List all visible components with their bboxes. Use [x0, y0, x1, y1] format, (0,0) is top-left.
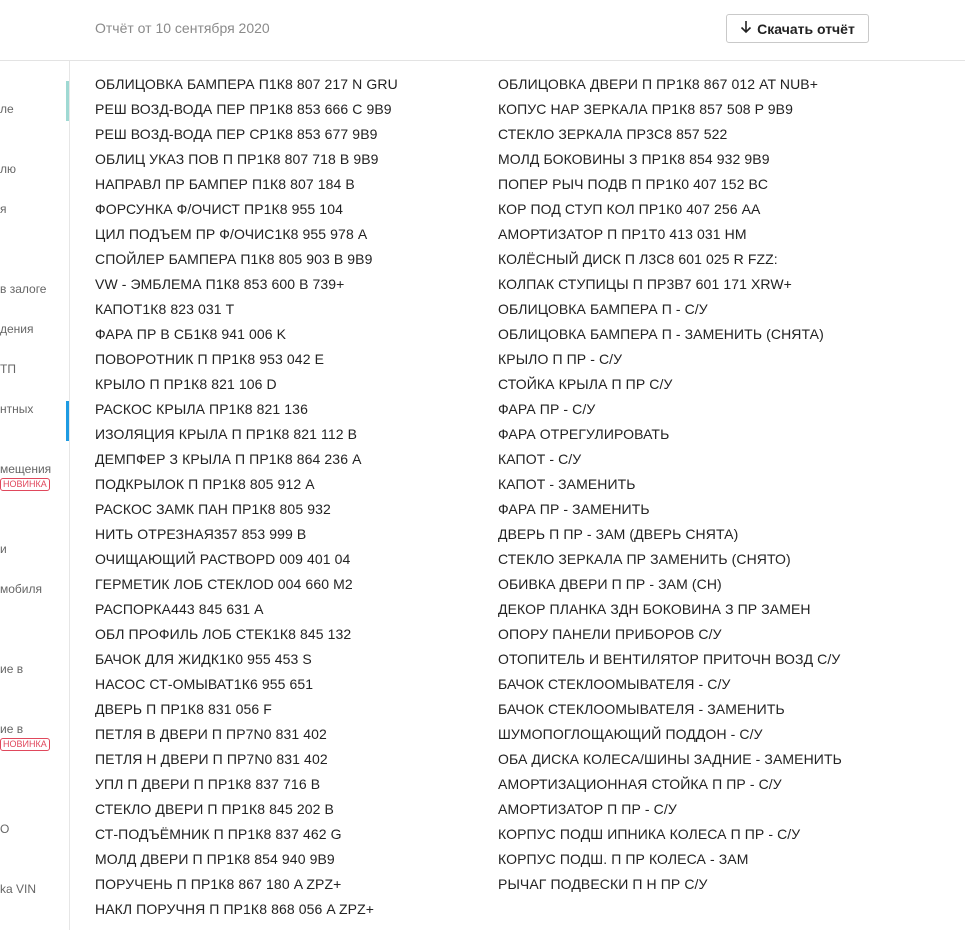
list-item: СТЕКЛО ЗЕРКАЛА ПР3C8 857 522	[498, 126, 728, 142]
list-item: КРЫЛО П ПР - С/У	[498, 351, 623, 367]
list-item: БАЧОК ДЛЯ ЖИДК1К0 955 453 S	[95, 651, 312, 667]
list-item: НАКЛ ПОРУЧНЯ П ПР1К8 868 056 A ZPZ+	[95, 901, 375, 917]
download-report-label: Скачать отчёт	[757, 20, 855, 37]
list-item: ОПОРУ ПАНЕЛИ ПРИБОРОВ С/У	[498, 626, 722, 642]
list-item: КАПОТ1К8 823 031 T	[95, 301, 235, 317]
list-item: ФОРСУНКА Ф/ОЧИСТ ПР1К8 955 104	[95, 201, 343, 217]
list-item: КОЛПАК СТУПИЦЫ П ПР3B7 601 171 XRW+	[498, 276, 792, 292]
list-item: ОБЛИЦ УКАЗ ПОВ П ПР1К8 807 718 B 9B9	[95, 151, 379, 167]
sidebar-item[interactable]: мещения НОВИНКА	[0, 462, 52, 489]
list-item: ОЧИЩАЮЩИЙ РАСТВОРD 009 401 04	[95, 551, 351, 567]
list-item: ШУМОПОГЛОЩАЮЩИЙ ПОДДОН - С/У	[498, 726, 763, 742]
sidebar-item[interactable]: О	[0, 822, 10, 836]
list-item: РАСКОС ЗАМК ПАН ПР1К8 805 932	[95, 501, 331, 517]
sidebar-item[interactable]: ие в	[0, 662, 24, 676]
list-item: ДВЕРЬ П ПР1К8 831 056 F	[95, 701, 272, 717]
list-item: ПОПЕР РЫЧ ПОДВ П ПР1К0 407 152 BC	[498, 176, 769, 192]
new-badge: НОВИНКА	[0, 738, 50, 751]
list-item: БАЧОК СТЕКЛООМЫВАТЕЛЯ - ЗАМЕНИТЬ	[498, 701, 785, 717]
list-item: СТЕКЛО ЗЕРКАЛА ПР ЗАМЕНИТЬ (СНЯТО)	[498, 551, 791, 567]
list-item: ИЗОЛЯЦИЯ КРЫЛА П ПР1К8 821 112 B	[95, 426, 358, 442]
sidebar-item[interactable]: нтных	[0, 402, 34, 416]
list-item: ДВЕРЬ П ПР - ЗАМ (ДВЕРЬ СНЯТА)	[498, 526, 739, 542]
list-item: РЕШ ВОЗД-ВОДА ПЕР ПР1К8 853 666 C 9B9	[95, 101, 392, 117]
list-item: ФАРА ОТРЕГУЛИРОВАТЬ	[498, 426, 670, 442]
list-item: ФАРА ПР - С/У	[498, 401, 596, 417]
sidebar-item[interactable]: я	[0, 202, 7, 216]
sidebar-item[interactable]: и	[0, 542, 7, 556]
list-item: КОРПУС ПОДШ. П ПР КОЛЕСА - ЗАМ	[498, 851, 749, 867]
list-item: КОР ПОД СТУП КОЛ ПР1К0 407 256 AA	[498, 201, 761, 217]
list-item: ОБИВКА ДВЕРИ П ПР - ЗАМ (СН)	[498, 576, 722, 592]
list-item: НАПРАВЛ ПР БАМПЕР П1К8 807 184 B	[95, 176, 355, 192]
list-item: ОБЛ ПРОФИЛЬ ЛОБ СТЕК1К8 845 132	[95, 626, 352, 642]
download-report-button[interactable]	[726, 14, 869, 43]
list-item: КРЫЛО П ПР1К8 821 106 D	[95, 376, 277, 392]
list-item: ФАРА ПР В СБ1К8 941 006 K	[95, 326, 287, 342]
list-item: СТ-ПОДЪЁМНИК П ПР1К8 837 462 G	[95, 826, 342, 842]
list-item: ПОДКРЫЛОК П ПР1К8 805 912 A	[95, 476, 315, 492]
list-item: СТОЙКА КРЫЛА П ПР С/У	[498, 376, 673, 392]
list-item: МОЛД БОКОВИНЫ З ПР1К8 854 932 9B9	[498, 151, 770, 167]
sidebar-item[interactable]: ТП	[0, 362, 16, 376]
list-item: ГЕРМЕТИК ЛОБ СТЕКЛОD 004 660 M2	[95, 576, 353, 592]
sidebar-nav	[0, 61, 70, 930]
list-item: ЦИЛ ПОДЪЕМ ПР Ф/ОЧИС1К8 955 978 A	[95, 226, 368, 242]
list-item: КАПОТ - ЗАМЕНИТЬ	[498, 476, 636, 492]
repair-list-right	[498, 72, 842, 897]
list-item: РЕШ ВОЗД-ВОДА ПЕР СР1К8 853 677 9B9	[95, 126, 378, 142]
list-item: ОБЛИЦОВКА БАМПЕРА П - С/У	[498, 301, 708, 317]
list-item: БАЧОК СТЕКЛООМЫВАТЕЛЯ - С/У	[498, 676, 731, 692]
list-item: АМОРТИЗАЦИОННАЯ СТОЙКА П ПР - С/У	[498, 776, 782, 792]
list-item: МОЛД ДВЕРИ П ПР1К8 854 940 9B9	[95, 851, 335, 867]
sidebar-item[interactable]: ле	[0, 102, 14, 116]
sidebar-item[interactable]: мобиля	[0, 582, 42, 596]
download-arrow-icon	[740, 20, 752, 37]
report-header	[0, 0, 965, 61]
list-item: СПОЙЛЕР БАМПЕРА П1К8 805 903 B 9B9	[95, 251, 373, 267]
sidebar-item[interactable]: в залоге	[0, 282, 47, 296]
sidebar-item[interactable]: ka VIN	[0, 882, 37, 896]
list-item: ОБЛИЦОВКА БАМПЕРА П - ЗАМЕНИТЬ (СНЯТА)	[498, 326, 824, 342]
list-item: УПЛ П ДВЕРИ П ПР1К8 837 716 B	[95, 776, 321, 792]
sidebar-item[interactable]: лю	[0, 162, 17, 176]
sidebar-item[interactable]: ие в НОВИНКА	[0, 722, 69, 751]
list-item: РЫЧАГ ПОДВЕСКИ П Н ПР С/У	[498, 876, 708, 892]
parts-list-left	[95, 72, 398, 922]
list-item: СТЕКЛО ДВЕРИ П ПР1К8 845 202 B	[95, 801, 334, 817]
list-item: АМОРТИЗАТОР П ПР1T0 413 031 HM	[498, 226, 747, 242]
list-item: КОРПУС ПОДШ ИПНИКА КОЛЕСА П ПР - С/У	[498, 826, 801, 842]
list-item: ОБЛИЦОВКА БАМПЕРА П1К8 807 217 N GRU	[95, 76, 398, 92]
list-item: ОБА ДИСКА КОЛЕСА/ШИНЫ ЗАДНИЕ - ЗАМЕНИТЬ	[498, 751, 842, 767]
list-item: ОТОПИТЕЛЬ И ВЕНТИЛЯТОР ПРИТОЧН ВОЗД С/У	[498, 651, 841, 667]
list-item: ПОВОРОТНИК П ПР1К8 953 042 E	[95, 351, 325, 367]
report-date: Отчёт от 10 сентября 2020	[95, 20, 270, 36]
list-item: КОПУС НАР ЗЕРКАЛА ПР1К8 857 508 P 9B9	[498, 101, 793, 117]
list-item: ПЕТЛЯ Н ДВЕРИ П ПР7N0 831 402	[95, 751, 328, 767]
list-item: ДЕМПФЕР З КРЫЛА П ПР1К8 864 236 A	[95, 451, 362, 467]
list-item: VW - ЭМБЛЕМА П1К8 853 600 B 739+	[95, 276, 345, 292]
list-item: КАПОТ - С/У	[498, 451, 582, 467]
list-item: РАСКОС КРЫЛА ПР1К8 821 136	[95, 401, 308, 417]
list-item: РАСПОРКА443 845 631 A	[95, 601, 264, 617]
list-item: ФАРА ПР - ЗАМЕНИТЬ	[498, 501, 650, 517]
list-item: ОБЛИЦОВКА ДВЕРИ П ПР1К8 867 012 AT NUB+	[498, 76, 819, 92]
sidebar-item[interactable]: дения	[0, 322, 34, 336]
list-item: АМОРТИЗАТОР П ПР - С/У	[498, 801, 677, 817]
new-badge: НОВИНКА	[0, 478, 50, 491]
list-item: КОЛЁСНЫЙ ДИСК П Л3C8 601 025 R FZZ:	[498, 251, 778, 267]
list-item: ПОРУЧЕНЬ П ПР1К8 867 180 A ZPZ+	[95, 876, 342, 892]
list-item: ДЕКОР ПЛАНКА ЗДН БОКОВИНА З ПР ЗАМЕН	[498, 601, 811, 617]
list-item: НИТЬ ОТРЕЗНАЯ357 853 999 B	[95, 526, 307, 542]
list-item: НАСОС СТ-ОМЫВАТ1К6 955 651	[95, 676, 314, 692]
list-item: ПЕТЛЯ В ДВЕРИ П ПР7N0 831 402	[95, 726, 327, 742]
